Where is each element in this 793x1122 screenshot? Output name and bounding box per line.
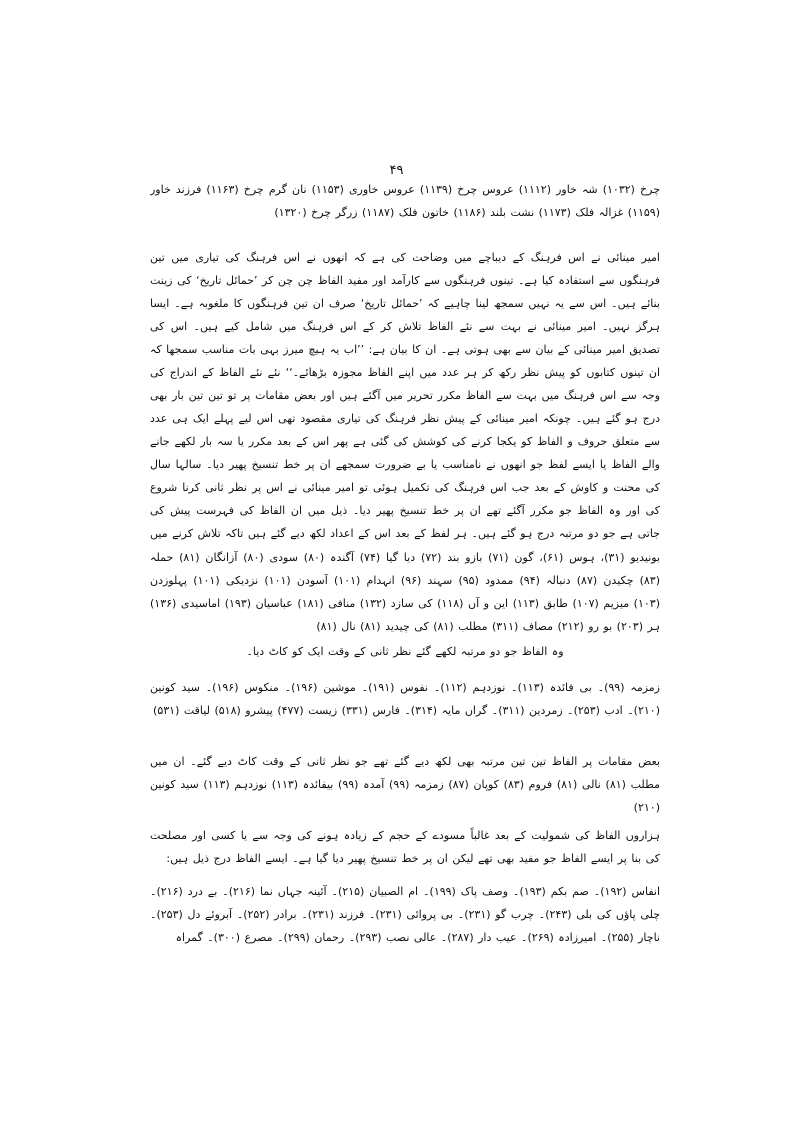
paragraph-body-main: امیر مینائی نے اس فرہنگ کے دیباچے میں وضاحت کی ہے کہ انھوں نے اس فرہنگ کی تیاری میں تین فرہنگوں سے استفادہ کیا ہے۔ تینوں فرہنگوں سے کارآمد اور مفید الفاظ چن چن کر ’حمائل تاریخ‘ کی زینت بنائے ہیں۔ اس سے یہ نہیں سمجھ لینا چاہیے کہ ’حمائل تاریخ‘ صرف ان تین فرہنگوں کا ملغوبہ ہے۔ ایسا ہرگز نہیں۔ امیر مینائی نے بہت سے نئے الفاظ تلاش کر کے اس فرہنگ میں شامل کیے ہیں۔ اس کی تصدیق امیر مینائی کے بیان سے بھی ہوتی ہے۔ ان کا بیان ہے: ’’اب یہ ہیچ میرز بہی بات مناسب سمجھا کہ ان تینوں کتابوں کو پیش نظر رکھ کر ہر عدد میں اپنے الفاظ مجوزہ بڑھائے۔‘‘ نئے نئے الفاظ کے اندراج کی وجہ سے اس فرہنگ میں بہت سے الفاظ مکرر تحریر میں آگئے ہیں اور بعض مقامات پر تو تین تین بار بھی درج ہو گئے ہیں۔ چونکہ امیر مینائی کے پیش نظر فرہنگ کی تیاری مقصود تھی اس لیے پہلے ایک ہی عدد سے متعلق حروف و الفاظ کو یکجا کرنے کی کوشش کی گئی ہے پھر اس کے بعد مکرر یا سہ بار لکھے جانے والے الفاظ یا ایسے لفظ جو انھوں نے نامناسب یا بے ضرورت سمجھے ان پر خط تنسیخ پھیر دیا۔ سالہا سال کی محنت و کاوش کے بعد جب اس فرہنگ کی تکمیل ہوئی تو امیر مینائی نے اس پر نظر ثانی کرنا شروع کی اور وہ الفاظ جو مکرر آگئے تھے ان پر خط تنسیخ پھیر دیا۔ ذیل میں ان الفاظ کی فہرست پیش کی جاتی ہے جو دو مرتبہ درج ہو گئے ہیں۔ ہر لفظ کے بعد اس کے اعداد لکھ دیے گئے ہیں تاکہ تلاش کرنے میں <box>150 251 660 540</box>
paragraph-removed-words-list: زمزمہ (۹۹)۔ بی فائدہ (۱۱۳)۔ نوزدہم (۱۱۲)۔ نفوس (۱۹۱)۔ موشین (۱۹۶)۔ منکوس (۱۹۶)۔ سید کونین (۲۱۰)۔ ادب (۲۵۳)۔ زمردین (۳۱۱)۔ گراں مایہ (۳۱۴)۔ فارس (۳۳۱) زیست (۴۷۷) پیشرو (۵۱۸) لیاقت (۵۳۱) <box>150 681 660 717</box>
paragraph-triple-entries: بعض مقامات پر الفاظ تین تین مرتبہ بھی لکھ دیے گئے تھے جو نظر ثانی کے وقت کاٹ دیے گئے۔ ان میں مطلب (۸۱) نالی (۸۱) فروم (۸۳) کوپان (۸۷) زمزمہ (۹۹) آمدہ (۹۹) بیفائدہ (۱۱۳) نوزدہم (۱۱۳) سید کونین (۲۱۰) <box>150 755 660 814</box>
paragraph-double-entries-note: وہ الفاظ جو دو مرتبہ لکھے گئے نظر ثانی کے وقت ایک کو کاٹ دیا۔ <box>246 645 564 658</box>
paragraph-cancelled-words-intro: ہزاروں الفاظ کی شمولیت کے بعد غالباً مسودے کے حجم کے زیادہ ہونے کی وجہ سے یا کسی اور مصلحت کی بنا پر ایسے الفاظ جو مفید بھی تھے لیکن ان پر خط تنسیخ پھیر دیا گیا ہے۔ ایسے الفاظ درج ذیل ہیں: <box>150 829 660 865</box>
paragraph-double-entries-list: بونیدیو (۳۱)، ہوس (۶۱)، گون (۷۱) بازو بند (۷۲) دیا گیا (۷۴) آگندہ (۸۰) سودی (۸۰) آزانگان (۸۱) حملہ (۸۳) چکیدن (۸۷) دنبالہ (۹۴) ممدود (۹۵) سہند (۹۶) انہدام (۱۰۱) آسودن (۱۰۱) نزدیکی (۱۰۱) پہلوزدن (۱۰۳) میزیم (۱۰۷) طابق (۱۱۳) این و آں (۱۱۸) کی سازد (۱۳۲) منافی (۱۸۱) عباسیان (۱۹۳) اماسیدی (۱۳۶) ہر (۲۰۳) بو رو (۲۱۲) مصاف (۳۱۱) مطلب (۸۱) کی چیدید (۸۱) نال (۸۱) <box>150 551 660 633</box>
paragraph-word-list-opening: چرخ (۱۰۳۲) شہ خاور (۱۱۱۲) عروس چرخ (۱۱۳۹) عروس خاوری (۱۱۵۳) نان گرم چرخ (۱۱۶۳) فرزند خاور (۱۱۵۹) غزالہ فلک (۱۱۷۳) نشت بلند (۱۱۸۶) خاتون فلک (۱۱۸۷) زرگر چرخ (۱۳۲۰) <box>150 183 660 219</box>
page-number: ۴۹ <box>389 163 404 178</box>
paragraph-cancelled-words-list: انفاس (۱۹۲)۔ صم بکم (۱۹۳)۔ وصف پاک (۱۹۹)۔ ام الصبیان (۲۱۵)۔ آئینہ جہاں نما (۲۱۶)۔ بے درد (۲۱۶)۔ چلی پاؤں کی بلی (۲۴۳)۔ چرب گو (۲۳۱)۔ بی پروائی (۲۳۱)۔ فرزند (۲۳۱)۔ برادر (۲۵۲)۔ آبروئے دل (۲۵۳)۔ ناچار (۲۵۵)۔ امیرزادہ (۲۶۹)۔ عیب دار (۲۸۷)۔ عالی نصب (۲۹۳)۔ رحمان (۲۹۹)۔ مصرع (۳۰۰)۔ گمراہ <box>150 885 660 944</box>
